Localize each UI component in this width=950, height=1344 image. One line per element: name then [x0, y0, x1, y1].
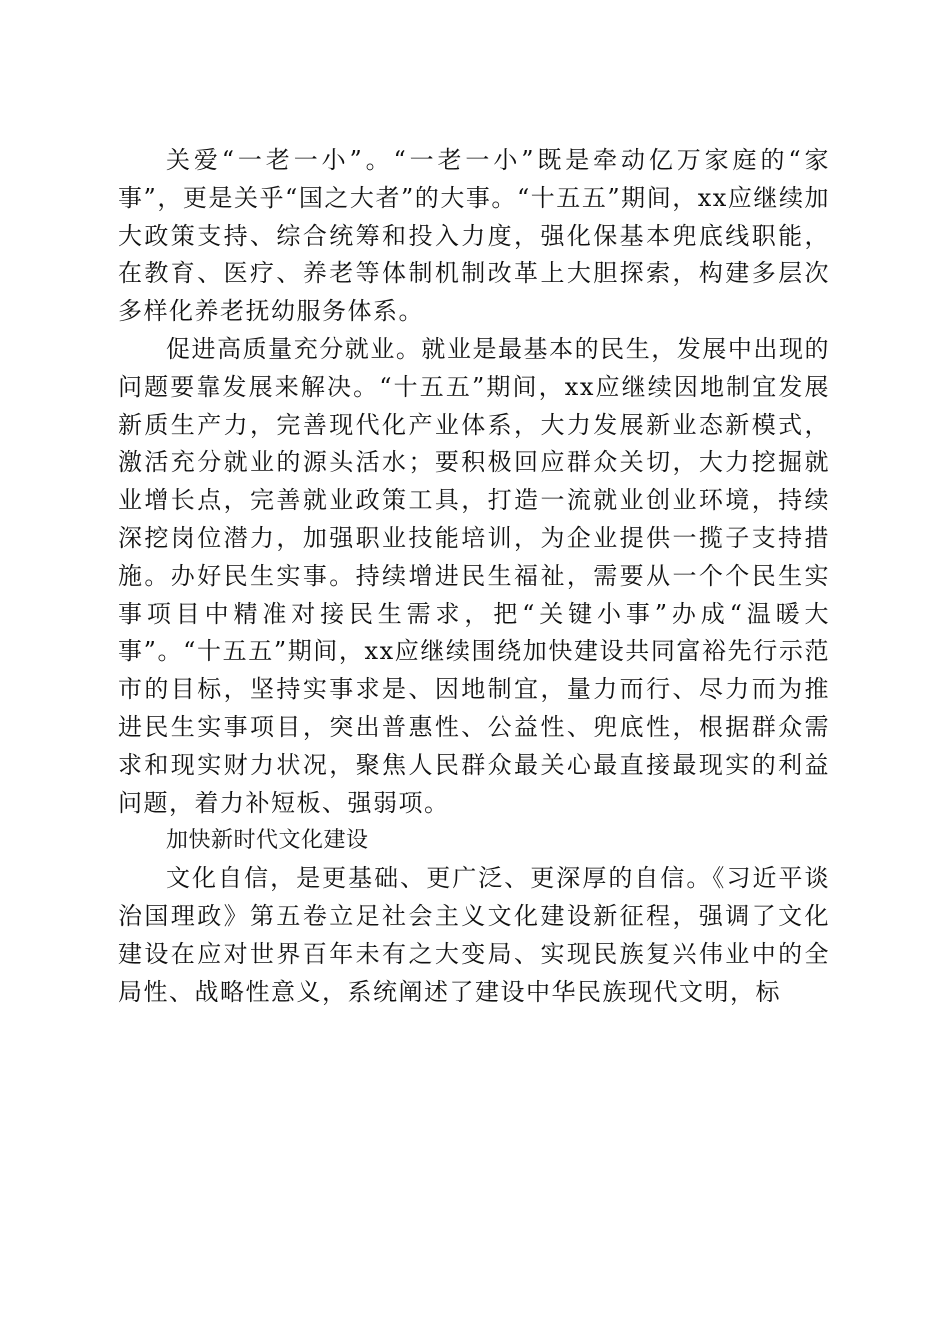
document-body: [118, 142, 830, 1011]
paragraph-cultural-confidence: 文化自信，是更基础、更广泛、更深厚的自信。《习近平谈治国理政》第五卷立足社会主义文化建设新征程，强调了文化建设在应对世界百年未有之大变局、实现民族复兴伟业中的全局性、战略性意义，系统阐述了建设中华民族现代文明，标: [118, 864, 830, 1006]
paragraph-elderly-children-care: 关爱“一老一小”。“一老一小”既是牵动亿万家庭的“家事”，更是关乎“国之大者”的大事。“十五五”期间，xx应继续加大政策支持、综合统筹和投入力度，强化保基本兜底线职能，在教育、医疗、养老等体制机制改革上大胆探索，构建多层次多样化养老抚幼服务体系。: [118, 146, 830, 326]
section-heading-culture: 加快新时代文化建设: [166, 828, 369, 854]
paragraph-employment-livelihood: 促进高质量充分就业。就业是最基本的民生，发展中出现的问题要靠发展来解决。“十五五”期间，xx应继续因地制宜发展新质生产力，完善现代化产业体系，大力发展新业态新模式，激活充分就业的源头活水；要积极回应群众关切，大力挖掘就业增长点，完善就业政策工具，打造一流就业创业环境，持续深挖岗位潜力，加强职业技能培训，为企业提供一揽子支持措施。办好民生实事。持续增进民生福祉，需要从一个个民生实事项目中精准对接民生需求，把“关键小事”办成“温暖大事”。“十五五”期间，xx应继续围绕加快建设共同富裕先行示范市的目标，坚持实事求是、因地制宜，量力而行、尽力而为推进民生实事项目，突出普惠性、公益性、兜底性，根据群众需求和现实财力状况，聚焦人民群众最关心最直接最现实的利益问题，着力补短板、强弱项。: [118, 334, 830, 817]
